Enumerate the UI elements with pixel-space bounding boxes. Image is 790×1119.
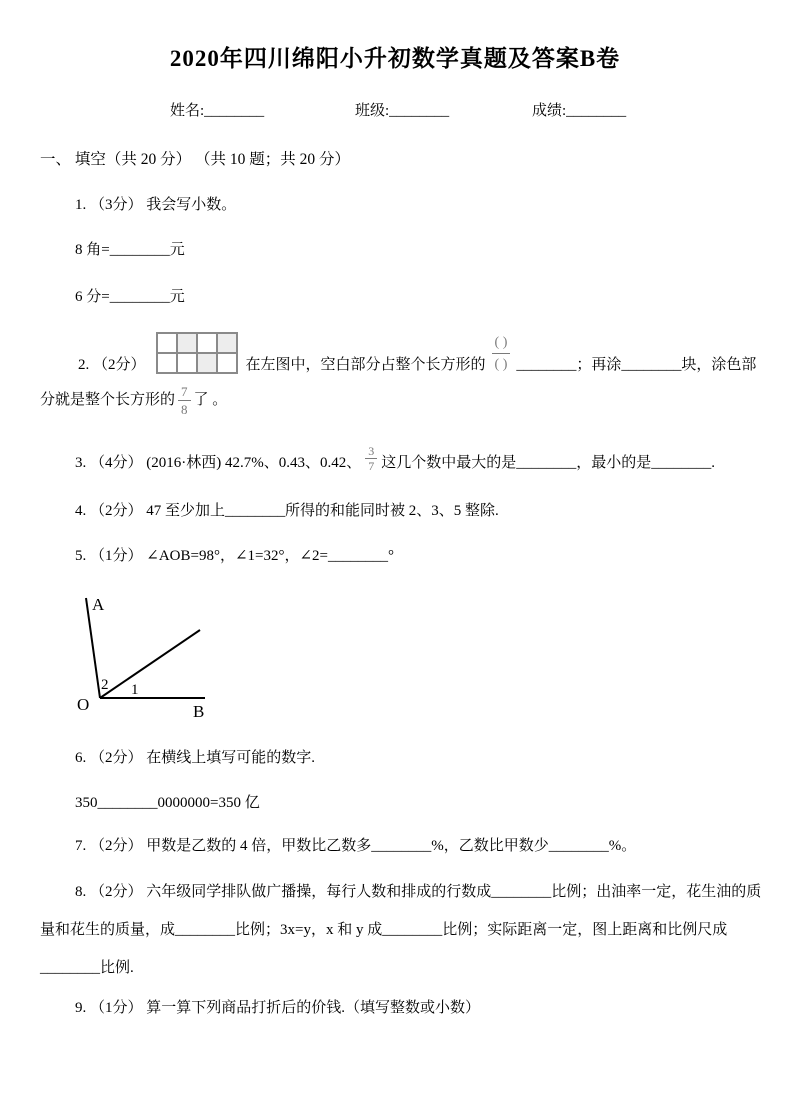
- fraction-numerator: ( ): [492, 333, 511, 354]
- grid-cell: [217, 333, 237, 353]
- question-2-line1: [78, 330, 756, 374]
- grid-cell: [157, 353, 177, 373]
- question-2-line2-end: 了 。: [193, 391, 228, 408]
- class-field: 班级:________: [355, 103, 450, 119]
- fraction-denominator: 8: [181, 401, 188, 417]
- grid-cell: [177, 353, 197, 373]
- point-o-label: O: [77, 695, 90, 714]
- question-1: 1. （3分） 我会写小数。: [75, 197, 237, 213]
- question-8-line1: 8. （2分） 六年级同学排队做广播操，每行人数和排成的行数成________比例；出油率一定，花生油的质: [75, 884, 762, 900]
- fraction-numerator: 7: [178, 384, 191, 401]
- question-6: 6. （2分） 在横线上填写可能的数字.: [75, 750, 316, 766]
- question-7: 7. （2分） 甲数是乙数的 4 倍，甲数比乙数多________%，乙数比甲数少________%。: [75, 838, 637, 854]
- fraction-grid-figure: [156, 332, 238, 374]
- grid-cell: [177, 333, 197, 353]
- question-2-text: 在左图中，空白部分占整个长方形的: [245, 357, 486, 373]
- three-sevenths-fraction: [365, 445, 377, 472]
- seven-eighths-fraction: [178, 384, 191, 417]
- fraction-denominator: ( ): [494, 357, 508, 372]
- question-2-text-cont: ________；再涂________块，涂色部: [516, 357, 757, 373]
- angle-1-label: 1: [131, 682, 139, 698]
- question-6-blank-line: 350________0000000=350 亿: [75, 795, 260, 811]
- question-1-blank-fen: 6 分=________元: [75, 289, 185, 305]
- question-1-blank-jiao: 8 角=________元: [75, 242, 185, 258]
- question-8-line2: 量和花生的质量，成________比例；3x=y，x 和 y 成________比例；实际距离一定，图上距离和比例尺成: [40, 922, 728, 938]
- blank-fraction: [492, 333, 511, 374]
- score-field: 成绩:________: [532, 103, 627, 119]
- point-a-label: A: [92, 595, 105, 614]
- fraction-numerator: 3: [365, 445, 377, 459]
- fraction-denominator: 7: [368, 459, 375, 473]
- exam-title: 2020年四川绵阳小升初数学真题及答案B卷: [169, 46, 621, 71]
- point-b-label: B: [193, 702, 205, 720]
- question-8-line3: ________比例.: [40, 960, 134, 976]
- grid-cell: [157, 333, 177, 353]
- question-3: [75, 445, 715, 472]
- grid-cell: [197, 353, 217, 373]
- question-2-line2-text: 分就是整个长方形的: [40, 391, 176, 408]
- name-field: 姓名:________: [170, 103, 265, 119]
- angle-2-label: 2: [101, 677, 109, 693]
- grid-cell: [197, 333, 217, 353]
- question-3-text-cont: 这几个数中最大的是________，最小的是________.: [381, 455, 715, 471]
- question-4: 4. （2分） 47 至少加上________所得的和能同时被 2、3、5 整除.: [75, 503, 499, 519]
- section-heading: 一、 填空（共 20 分） （共 10 题；共 20 分）: [40, 151, 351, 168]
- grid-cell: [217, 353, 237, 373]
- question-3-text: 3. （4分） (2016·林西) 42.7%、0.43、0.42、: [75, 455, 362, 471]
- ray-middle: [100, 630, 200, 698]
- question-2-line2: [40, 383, 227, 417]
- angle-diagram: [55, 588, 240, 720]
- question-2-number: 2. （2分）: [78, 357, 146, 373]
- question-5: 5. （1分） ∠AOB=98°，∠1=32°，∠2=________°: [75, 548, 394, 564]
- question-9: 9. （1分） 算一算下列商品打折后的价钱.（填写整数或小数）: [75, 1000, 481, 1016]
